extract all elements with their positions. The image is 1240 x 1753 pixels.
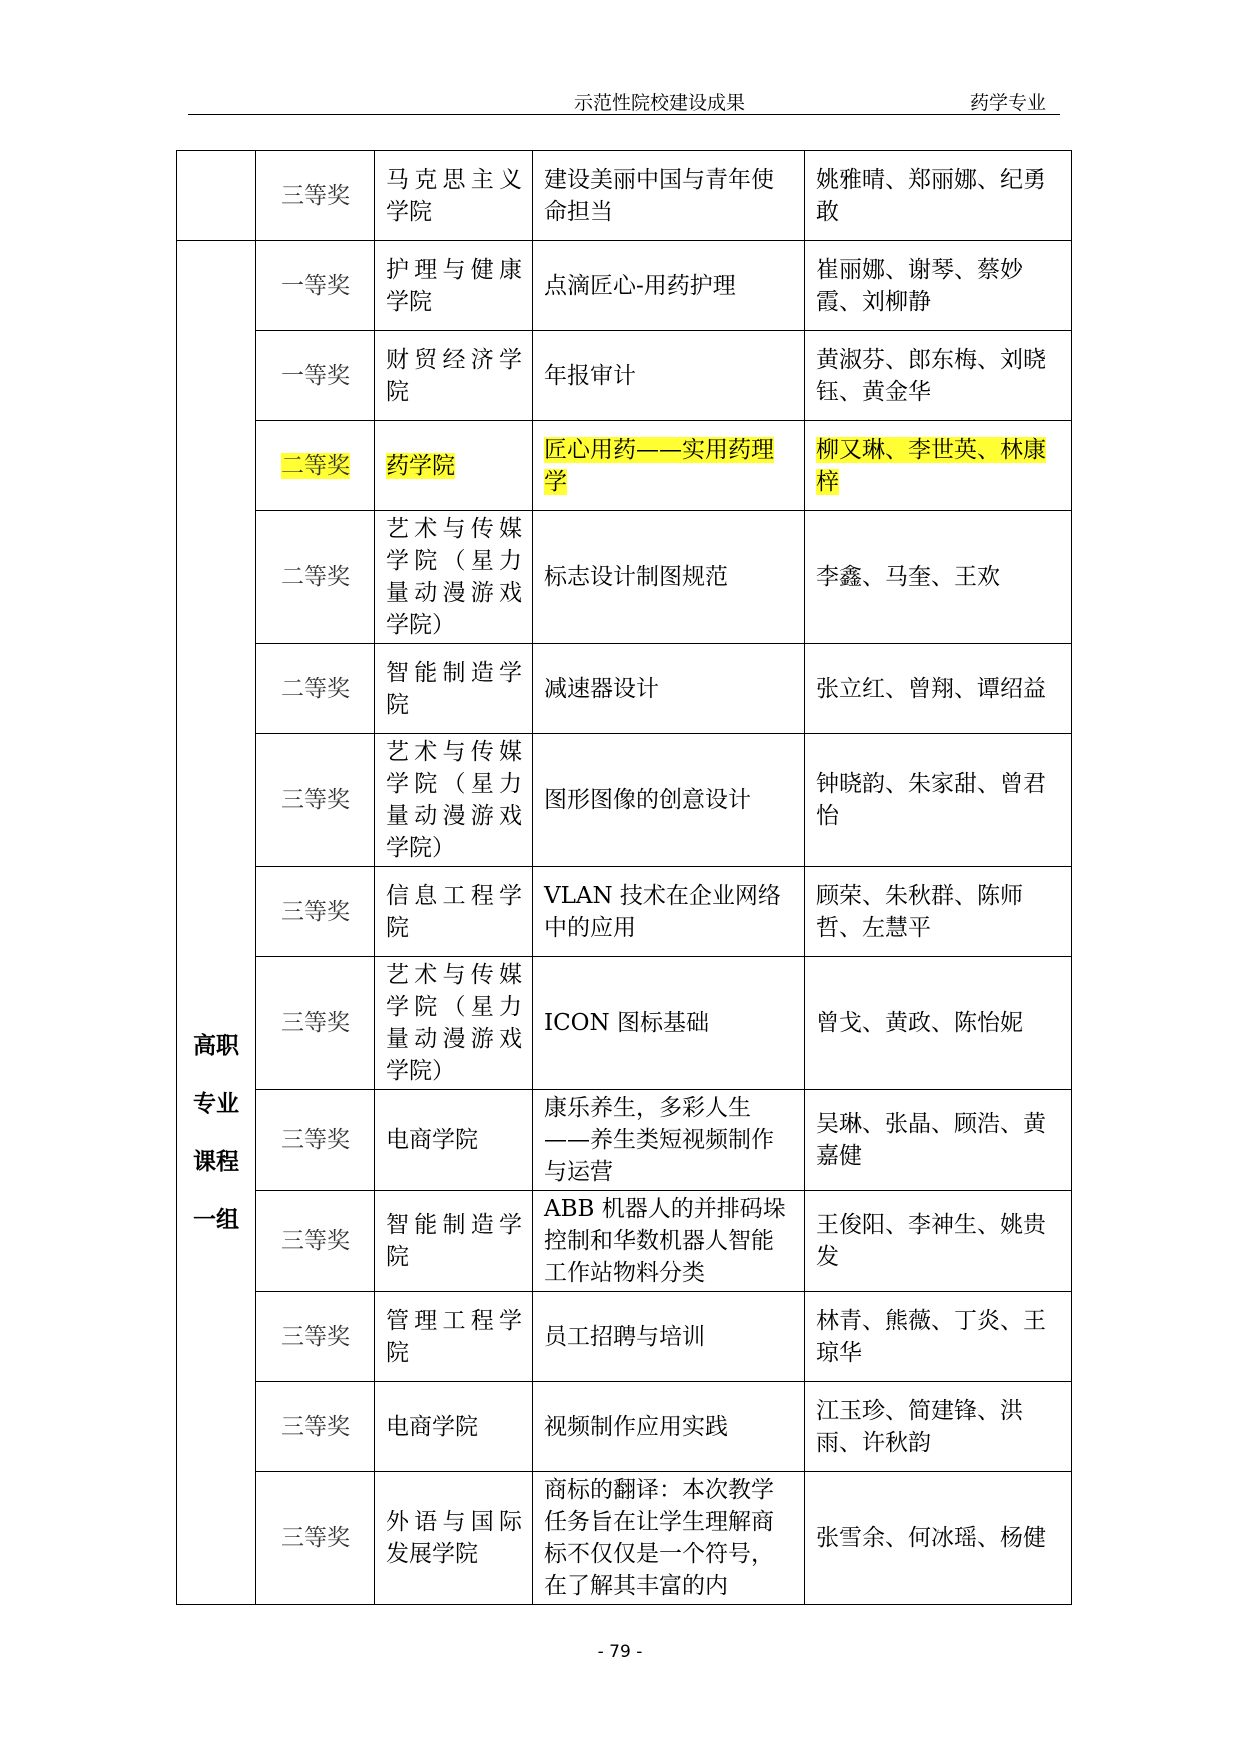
college: 财贸经济学院 bbox=[375, 331, 533, 421]
award-level: 三等奖 bbox=[256, 734, 375, 867]
college: 智能制造学院 bbox=[375, 1191, 533, 1292]
members: 王俊阳、李神生、姚贵发 bbox=[805, 1191, 1072, 1292]
members: 崔丽娜、谢琴、蔡妙霞、刘柳静 bbox=[805, 241, 1072, 331]
members: 张雪余、何冰瑶、杨健 bbox=[805, 1472, 1072, 1605]
course-name: 康乐养生，多彩人生——养生类短视频制作与运营 bbox=[533, 1090, 805, 1191]
members: 张立红、曾翔、谭绍益 bbox=[805, 644, 1072, 734]
members: 顾荣、朱秋群、陈师哲、左慧平 bbox=[805, 867, 1072, 957]
header-section: 药学专业 bbox=[969, 92, 1046, 114]
table-row-highlighted bbox=[177, 421, 1072, 511]
table-row bbox=[177, 241, 1072, 331]
page-header bbox=[188, 84, 1060, 115]
course-name: 建设美丽中国与青年使命担当 bbox=[533, 151, 805, 241]
table-row bbox=[177, 511, 1072, 644]
members: 曾戈、黄政、陈怡妮 bbox=[805, 957, 1072, 1090]
college: 电商学院 bbox=[375, 1382, 533, 1472]
award-level: 三等奖 bbox=[256, 1292, 375, 1382]
college: 艺术与传媒学院（星力量动漫游戏学院） bbox=[375, 957, 533, 1090]
award-level: 三等奖 bbox=[256, 1382, 375, 1472]
table-row bbox=[177, 331, 1072, 421]
members: 黄淑芬、郎东梅、刘晓钰、黄金华 bbox=[805, 331, 1072, 421]
college: 信息工程学院 bbox=[375, 867, 533, 957]
group-cell bbox=[177, 241, 256, 1605]
members: 姚雅晴、郑丽娜、纪勇敢 bbox=[805, 151, 1072, 241]
award-level: 三等奖 bbox=[256, 867, 375, 957]
highlighted-college: 药学院 bbox=[386, 452, 455, 479]
college: 艺术与传媒学院（星力量动漫游戏学院） bbox=[375, 734, 533, 867]
group-cell-empty bbox=[177, 151, 256, 241]
course-name: 标志设计制图规范 bbox=[533, 511, 805, 644]
highlighted-course: 匠心用药——实用药理学 bbox=[544, 436, 774, 495]
award-level: 一等奖 bbox=[256, 241, 375, 331]
group-label: 高职专业课程一组 bbox=[193, 1032, 239, 1233]
award-level: 二等奖 bbox=[256, 644, 375, 734]
awards-table bbox=[176, 150, 1072, 1605]
college: 艺术与传媒学院（星力量动漫游戏学院） bbox=[375, 511, 533, 644]
college: 护理与健康学院 bbox=[375, 241, 533, 331]
course-name: 视频制作应用实践 bbox=[533, 1382, 805, 1472]
award-level: 三等奖 bbox=[256, 151, 375, 241]
highlighted-award: 二等奖 bbox=[281, 452, 350, 479]
members: 李鑫、马奎、王欢 bbox=[805, 511, 1072, 644]
course-name: 减速器设计 bbox=[533, 644, 805, 734]
award-level bbox=[256, 421, 375, 511]
course-name: ABB 机器人的并排码垛控制和华数机器人智能工作站物料分类 bbox=[533, 1191, 805, 1292]
page-number: - 79 - bbox=[597, 1642, 643, 1662]
course-name: 年报审计 bbox=[533, 331, 805, 421]
award-level: 三等奖 bbox=[256, 1090, 375, 1191]
college: 管理工程学院 bbox=[375, 1292, 533, 1382]
course-name: ICON 图标基础 bbox=[533, 957, 805, 1090]
highlighted-members: 柳又琳、李世英、林康梓 bbox=[816, 436, 1046, 495]
table-row bbox=[177, 734, 1072, 867]
award-level: 三等奖 bbox=[256, 1191, 375, 1292]
table-row bbox=[177, 867, 1072, 957]
table-row bbox=[177, 644, 1072, 734]
college: 马克思主义学院 bbox=[375, 151, 533, 241]
course-name: VLAN 技术在企业网络中的应用 bbox=[533, 867, 805, 957]
header-title: 示范性院校建设成果 bbox=[574, 92, 746, 114]
table-row bbox=[177, 1472, 1072, 1605]
college: 智能制造学院 bbox=[375, 644, 533, 734]
college: 电商学院 bbox=[375, 1090, 533, 1191]
award-level: 一等奖 bbox=[256, 331, 375, 421]
award-level: 三等奖 bbox=[256, 1472, 375, 1605]
course-name: 员工招聘与培训 bbox=[533, 1292, 805, 1382]
table-row bbox=[177, 1382, 1072, 1472]
table-row bbox=[177, 1090, 1072, 1191]
table-row bbox=[177, 1292, 1072, 1382]
members bbox=[805, 421, 1072, 511]
college: 外语与国际发展学院 bbox=[375, 1472, 533, 1605]
members: 钟晓韵、朱家甜、曾君怡 bbox=[805, 734, 1072, 867]
members: 林青、熊薇、丁炎、王琼华 bbox=[805, 1292, 1072, 1382]
college bbox=[375, 421, 533, 511]
members: 江玉珍、简建锋、洪雨、许秋韵 bbox=[805, 1382, 1072, 1472]
course-name: 图形图像的创意设计 bbox=[533, 734, 805, 867]
course-name: 商标的翻译：本次教学任务旨在让学生理解商标不仅仅是一个符号，在了解其丰富的内 bbox=[533, 1472, 805, 1605]
award-level: 三等奖 bbox=[256, 957, 375, 1090]
table-row bbox=[177, 957, 1072, 1090]
course-name bbox=[533, 421, 805, 511]
awards-table-body bbox=[177, 151, 1072, 1605]
members: 吴琳、张晶、顾浩、黄嘉健 bbox=[805, 1090, 1072, 1191]
award-level: 二等奖 bbox=[256, 511, 375, 644]
table-row bbox=[177, 151, 1072, 241]
table-row bbox=[177, 1191, 1072, 1292]
course-name: 点滴匠心-用药护理 bbox=[533, 241, 805, 331]
